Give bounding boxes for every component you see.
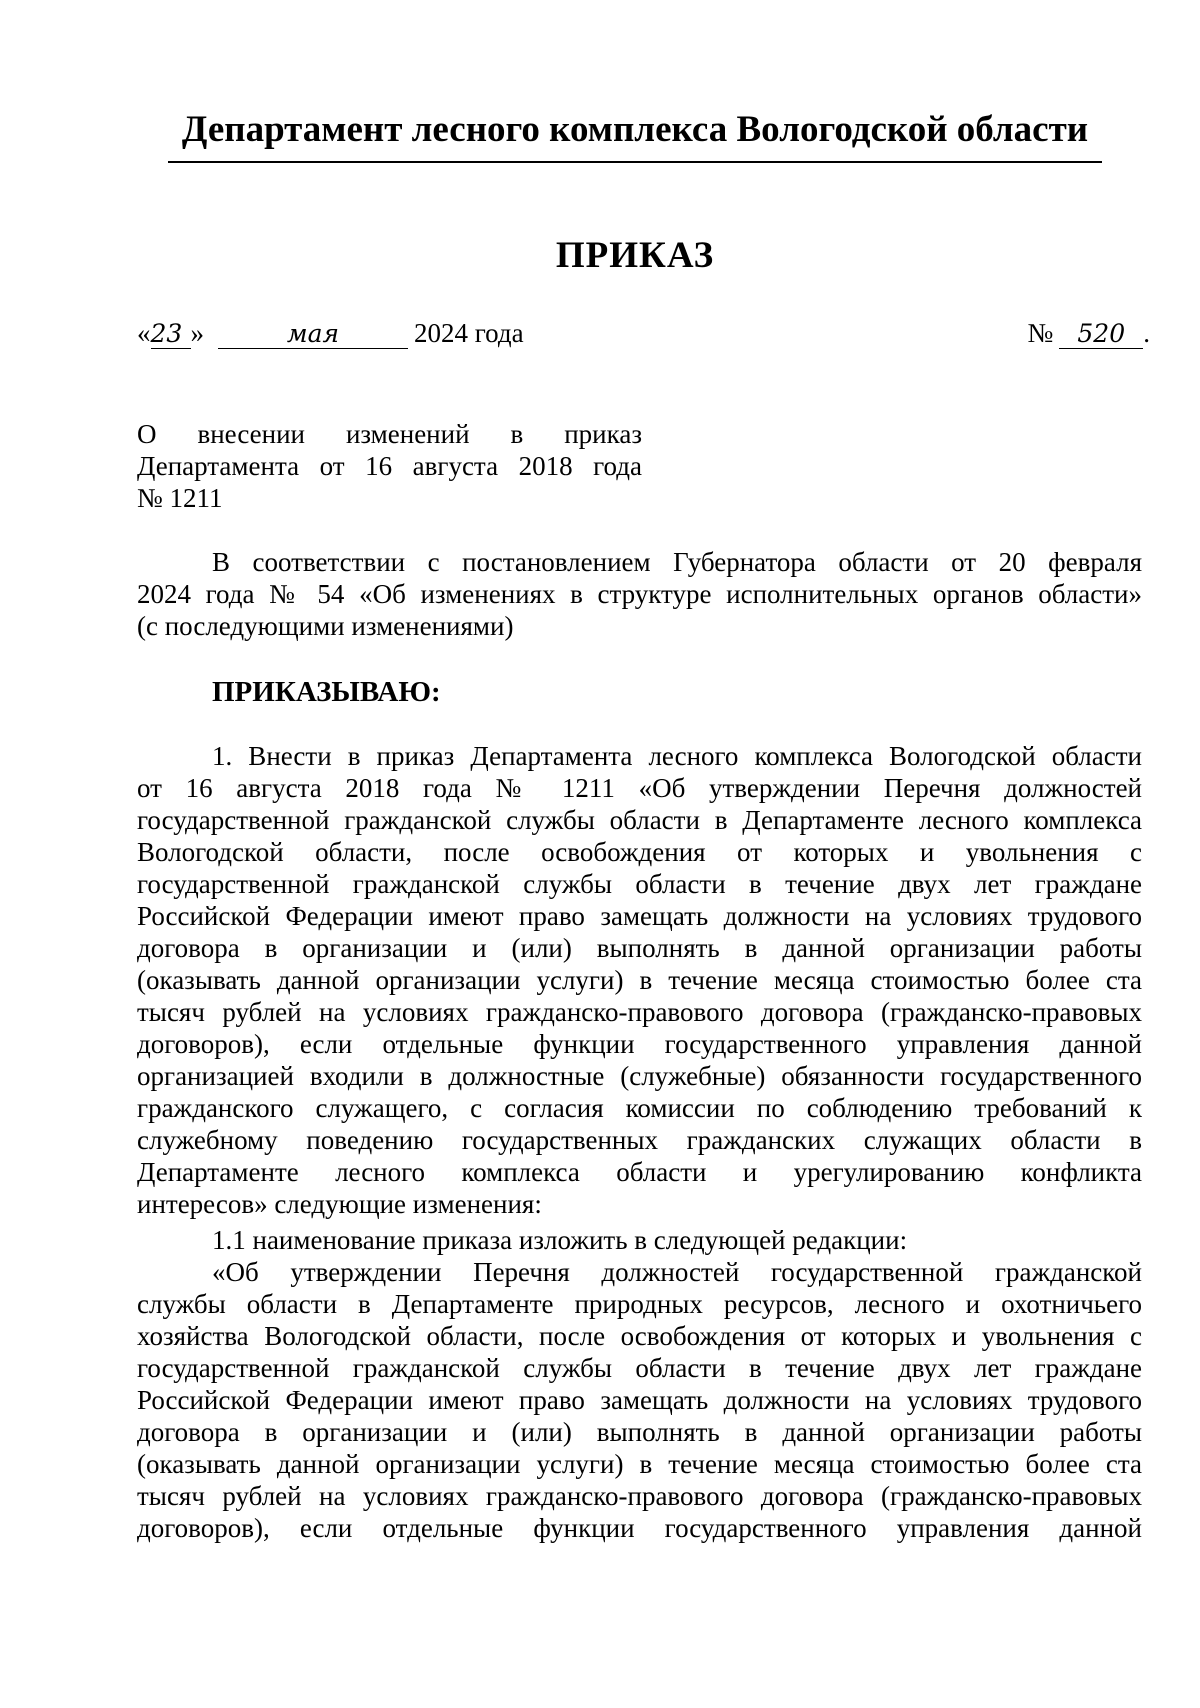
date-year: 2024 года: [414, 318, 524, 348]
paragraph-line: (оказывать данной организации услуги) в течение месяца стоимостью более ста: [137, 965, 1142, 995]
preamble-line: 2024 года № 54 «Об изменениях в структуре исполнительных органов области»: [137, 579, 1142, 609]
number-dot: .: [1143, 318, 1150, 348]
item-line: государственной гражданской службы области в течение двух лет граждане: [137, 1353, 1142, 1383]
paragraph-line: государственной гражданской службы области в Департаменте лесного комплекса: [137, 805, 1142, 835]
item-line: договоров), если отдельные функции государственного управления данной: [137, 1513, 1142, 1543]
item-line: Российской Федерации имеют право замещать должности на условиях трудового: [137, 1385, 1142, 1415]
subject-line: О внесении изменений в приказ: [137, 419, 642, 449]
organization-header: Департамент лесного комплекса Вологодской области: [181, 109, 1089, 150]
header-divider: [168, 161, 1102, 163]
paragraph-line: организацией входили в должностные (служебные) обязанности государственного: [137, 1061, 1142, 1091]
item-line: «Об утверждении Перечня должностей государственной гражданской: [212, 1257, 1142, 1287]
date-close-quote: »: [190, 318, 204, 348]
paragraph-line: государственной гражданской службы области в течение двух лет граждане: [137, 869, 1142, 899]
item-line: (оказывать данной организации услуги) в течение месяца стоимостью более ста: [137, 1449, 1142, 1479]
preamble-line: (с последующими изменениями): [137, 611, 514, 641]
document-title: ПРИКАЗ: [555, 235, 715, 276]
item-line: тысяч рублей на условиях гражданско-правового договора (гражданско-правовых: [137, 1481, 1142, 1511]
order-subject: [137, 418, 642, 514]
paragraph-1: [137, 740, 1142, 1220]
item-1-1: [137, 1224, 1142, 1544]
date-day-handwritten: 23: [150, 319, 183, 348]
item-intro-line: 1.1 наименование приказа изложить в следующей редакции:: [212, 1225, 908, 1255]
subject-line: № 1211: [137, 483, 223, 513]
number-field: [1059, 319, 1143, 349]
paragraph-line: гражданского служащего, с согласия комиссии по соблюдению требований к: [137, 1093, 1142, 1123]
number-handwritten: 520: [1077, 319, 1126, 348]
order-number: [1027, 313, 1150, 353]
order-date: [137, 313, 524, 353]
paragraph-line: договоров), если отдельные функции государственного управления данной: [137, 1029, 1142, 1059]
paragraph-line: договора в организации и (или) выполнять в данной организации работы: [137, 933, 1142, 963]
decree-heading: ПРИКАЗЫВАЮ:: [212, 676, 441, 708]
paragraph-line: интересов» следующие изменения:: [137, 1189, 542, 1219]
paragraph-line: Департаменте лесного комплекса области и урегулированию конфликта: [137, 1157, 1142, 1187]
date-open-quote: «: [137, 318, 151, 348]
paragraph-line: служебному поведению государственных гражданских служащих области в: [137, 1125, 1142, 1155]
subject-line: Департамента от 16 августа 2018 года: [137, 451, 642, 481]
item-line: договора в организации и (или) выполнять в данной организации работы: [137, 1417, 1142, 1447]
date-month-handwritten: мая: [286, 319, 340, 348]
preamble-paragraph: [137, 546, 1142, 642]
paragraph-line: тысяч рублей на условиях гражданско-правового договора (гражданско-правовых: [137, 997, 1142, 1027]
item-line: хозяйства Вологодской области, после освобождения от которых и увольнения с: [137, 1321, 1142, 1351]
item-line: службы области в Департаменте природных ресурсов, лесного и охотничьего: [137, 1289, 1142, 1319]
preamble-line: В соответствии с постановлением Губернатора области от 20 февраля: [212, 547, 1142, 577]
date-day-field: [151, 319, 191, 349]
paragraph-line: Российской Федерации имеют право замещать должности на условиях трудового: [137, 901, 1142, 931]
paragraph-line: от 16 августа 2018 года № 1211 «Об утверждении Перечня должностей: [137, 773, 1142, 803]
paragraph-line: 1. Внести в приказ Департамента лесного комплекса Вологодской области: [212, 741, 1142, 771]
paragraph-line: Вологодской области, после освобождения от которых и увольнения с: [137, 837, 1142, 867]
number-label: №: [1027, 318, 1054, 348]
date-month-field: [218, 319, 408, 349]
